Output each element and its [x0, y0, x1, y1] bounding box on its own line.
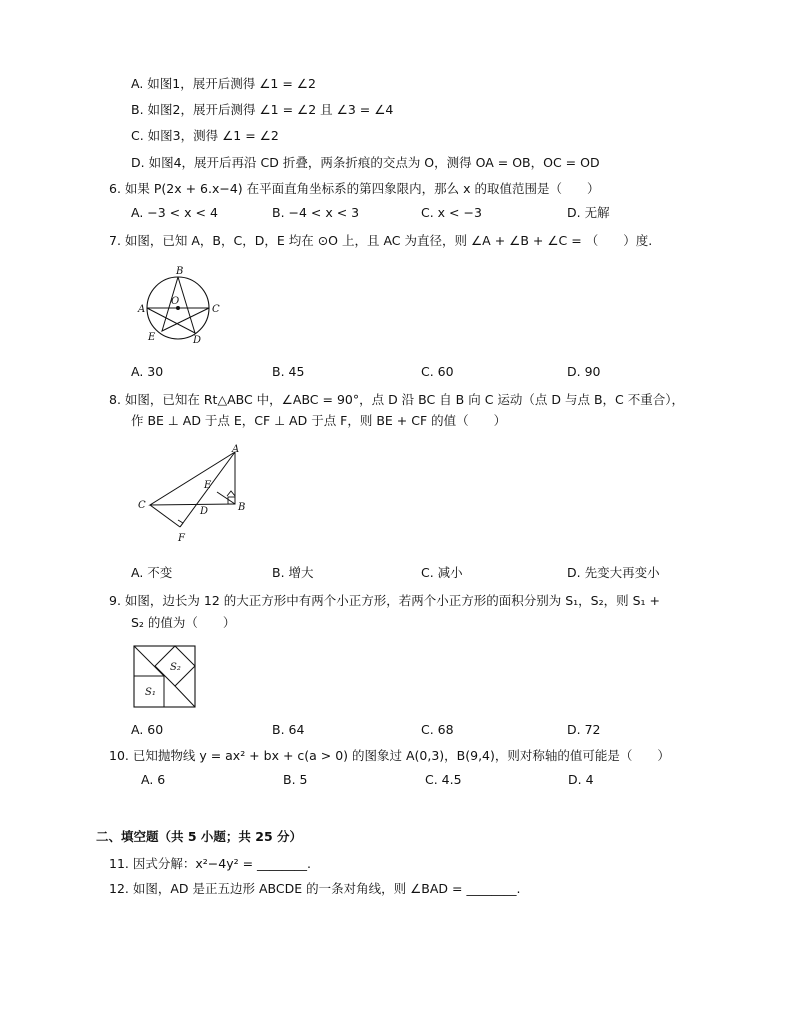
- q7-label-a: A: [138, 304, 146, 315]
- q8-figure-right-triangle: [136, 446, 251, 546]
- q8-option-c: C. 减小: [421, 565, 463, 580]
- q10-option-b: B. 5: [283, 772, 308, 787]
- q9-option-a: A. 60: [131, 722, 164, 737]
- q7-label-e: E: [148, 332, 156, 343]
- section-2-title: 二、填空题（共 5 小题；共 25 分）: [96, 829, 303, 844]
- q5-option-b: B. 如图2，展开后测得 ∠1 = ∠2 且 ∠3 = ∠4: [131, 102, 394, 117]
- q11-stem: 11. 因式分解：x²−4y² = ________.: [109, 856, 311, 871]
- q8-stem-line2: 作 BE ⊥ AD 于点 E，CF ⊥ AD 于点 F，则 BE + CF 的值（ ）: [131, 413, 507, 428]
- q10-option-a: A. 6: [141, 772, 166, 787]
- q9-label-s1: S₁: [145, 687, 156, 698]
- q5-option-c: C. 如图3，测得 ∠1 = ∠2: [131, 128, 279, 143]
- q8-option-a: A. 不变: [131, 565, 173, 580]
- q7-label-c: C: [212, 304, 220, 315]
- q7-label-o: O: [171, 296, 180, 307]
- q6-option-c: C. x < −3: [421, 205, 482, 220]
- q9-stem-line1: 9. 如图，边长为 12 的大正方形中有两个小正方形，若两个小正方形的面积分别为 S₁，S₂，则 S₁ +: [109, 593, 660, 608]
- q8-stem-line1: 8. 如图，已知在 Rt△ABC 中，∠ABC = 90°，点 D 沿 BC 自 B 向 C 运动（点 D 与点 B，C 不重合），: [109, 392, 684, 407]
- q7-option-c: C. 60: [421, 364, 454, 379]
- q6-option-d: D. 无解: [567, 205, 610, 220]
- q8-option-d: D. 先变大再变小: [567, 565, 660, 580]
- q9-option-b: B. 64: [272, 722, 305, 737]
- q6-stem: 6. 如果 P(2x + 6.x−4) 在平面直角坐标系的第四象限内，那么 x 的取值范围是（ ）: [109, 181, 600, 196]
- q7-stem: 7. 如图，已知 A，B，C，D，E 均在 ⊙O 上，且 AC 为直径，则 ∠A + ∠B + ∠C = （ ）度.: [109, 233, 653, 248]
- q8-label-d: D: [200, 506, 209, 517]
- q8-option-b: B. 增大: [272, 565, 314, 580]
- q8-label-c: C: [138, 500, 146, 511]
- q10-stem: 10. 已知抛物线 y = ax² + bx + c(a > 0) 的图象过 A(0,3)，B(9,4)，则对称轴的值可能是（ ）: [109, 748, 670, 763]
- q7-label-b: B: [176, 266, 184, 277]
- q8-label-e: E: [204, 480, 212, 491]
- q12-stem: 12. 如图，AD 是正五边形 ABCDE 的一条对角线，则 ∠BAD = ________.: [109, 881, 521, 896]
- q5-option-d: D. 如图4，展开后再沿 CD 折叠，两条折痕的交点为 O，测得 OA = OB，OC = OD: [131, 155, 600, 170]
- q7-option-b: B. 45: [272, 364, 305, 379]
- q6-option-a: A. −3 < x < 4: [131, 205, 218, 220]
- q6-option-b: B. −4 < x < 3: [272, 205, 360, 220]
- q7-label-d: D: [193, 335, 202, 346]
- q8-label-a: A: [232, 444, 240, 455]
- q9-label-s2: S₂: [170, 662, 181, 673]
- q7-option-a: A. 30: [131, 364, 164, 379]
- q5-option-a: A. 如图1，展开后测得 ∠1 = ∠2: [131, 76, 316, 91]
- q9-option-d: D. 72: [567, 722, 601, 737]
- q10-option-d: D. 4: [568, 772, 594, 787]
- q8-label-f: F: [178, 533, 185, 544]
- q10-option-c: C. 4.5: [425, 772, 462, 787]
- q7-option-d: D. 90: [567, 364, 601, 379]
- q9-stem-line2: S₂ 的值为（ ）: [131, 615, 236, 630]
- q7-figure-circle-star: [138, 262, 228, 347]
- q9-figure-squares: [133, 645, 199, 711]
- q9-option-c: C. 68: [421, 722, 454, 737]
- q8-label-b: B: [238, 502, 246, 513]
